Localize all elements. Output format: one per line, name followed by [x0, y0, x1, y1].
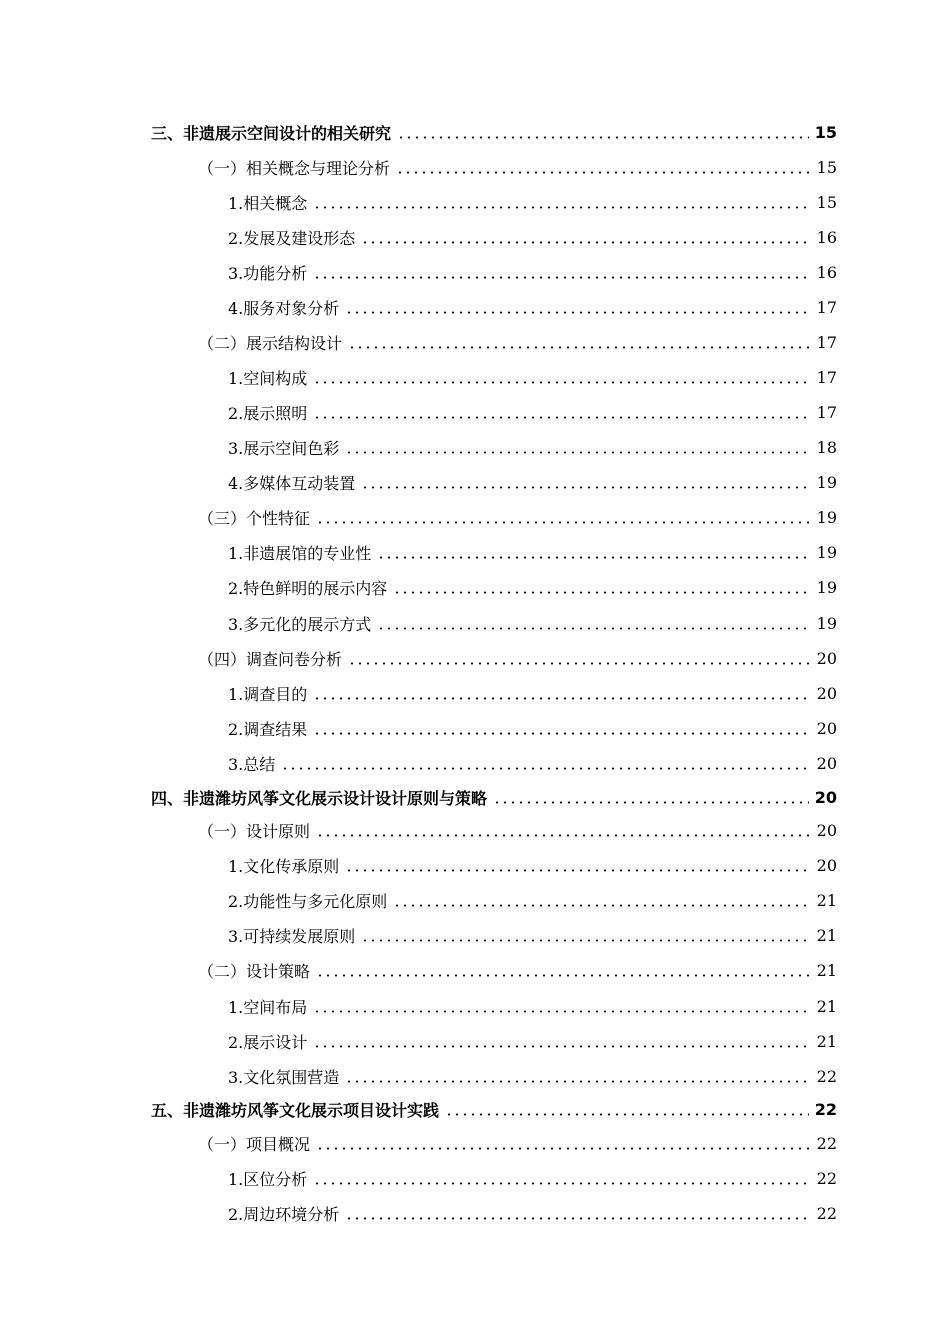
dot-leader — [345, 1080, 809, 1083]
toc-entry-page-number: 15 — [816, 192, 837, 212]
dot-leader — [361, 241, 809, 244]
dot-leader — [361, 486, 809, 489]
toc-entry-title: 1.文化传承原则 — [228, 856, 340, 876]
toc-entry[interactable] — [151, 783, 837, 811]
toc-entry-page-number: 21 — [816, 925, 837, 945]
toc-entry-title: （三）个性特征 — [198, 508, 311, 528]
dot-leader — [361, 939, 809, 942]
toc-entry[interactable] — [228, 538, 837, 566]
toc-entry-page-number: 16 — [816, 262, 837, 282]
toc-entry-title: 1.空间布局 — [228, 997, 308, 1017]
toc-entry-title: 1.相关概念 — [228, 193, 308, 213]
dot-leader — [316, 1147, 809, 1150]
toc-entry-title: 3.多元化的展示方式 — [228, 614, 372, 634]
toc-entry-title: 3.可持续发展原则 — [228, 926, 356, 946]
toc-entry-page-number: 22 — [816, 1133, 837, 1153]
toc-entry-title: （二）设计策略 — [198, 961, 311, 981]
toc-entry-title: 1.非遗展馆的专业性 — [228, 543, 372, 563]
toc-entry-page-number: 18 — [816, 437, 837, 457]
toc-entry[interactable] — [228, 573, 837, 601]
toc-entry-title: 1.空间构成 — [228, 368, 308, 388]
toc-entry[interactable] — [228, 223, 837, 251]
toc-entry-title: 4.多媒体互动装置 — [228, 473, 356, 493]
toc-entry[interactable] — [151, 118, 837, 146]
toc-entry-title: 1.区位分析 — [228, 1169, 308, 1189]
toc-entry[interactable] — [228, 851, 837, 879]
toc-entry-page-number: 22 — [816, 1203, 837, 1223]
dot-leader — [313, 1045, 809, 1048]
toc-entry-page-number: 17 — [816, 367, 837, 387]
toc-entry-page-number: 17 — [816, 297, 837, 317]
toc-entry-page-number: 15 — [814, 122, 837, 142]
toc-entry-page-number: 21 — [816, 996, 837, 1016]
toc-entry-title: 2.展示照明 — [228, 403, 308, 423]
toc-entry[interactable] — [228, 1062, 837, 1090]
toc-entry-page-number: 20 — [816, 648, 837, 668]
toc-entry-title: 2.功能性与多元化原则 — [228, 891, 388, 911]
toc-entry-page-number: 21 — [816, 1031, 837, 1051]
toc-entry[interactable] — [198, 328, 837, 356]
dot-leader — [393, 591, 809, 594]
toc-entry-title: 3.功能分析 — [228, 263, 308, 283]
toc-entry[interactable] — [228, 992, 837, 1020]
dot-leader — [345, 1217, 809, 1220]
toc-entry-page-number: 22 — [816, 1066, 837, 1086]
toc-entry[interactable] — [228, 679, 837, 707]
toc-entry-page-number: 21 — [816, 890, 837, 910]
dot-leader — [345, 451, 809, 454]
toc-entry-title: （四）调查问卷分析 — [198, 649, 343, 669]
dot-leader — [377, 627, 809, 630]
toc-entry-title: 2.发展及建设形态 — [228, 228, 356, 248]
toc-entry-page-number: 19 — [816, 542, 837, 562]
toc-entry-page-number: 22 — [814, 1099, 837, 1119]
dot-leader — [313, 732, 809, 735]
toc-entry-title: 2.调查结果 — [228, 719, 308, 739]
toc-entry[interactable] — [228, 433, 837, 461]
toc-entry-page-number: 20 — [816, 683, 837, 703]
dot-leader — [397, 136, 809, 139]
toc-entry[interactable] — [198, 153, 837, 181]
dot-leader — [313, 206, 809, 209]
toc-entry[interactable] — [228, 293, 837, 321]
toc-entry[interactable] — [198, 1129, 837, 1157]
dot-leader — [313, 697, 809, 700]
toc-entry[interactable] — [228, 188, 837, 216]
toc-entry[interactable] — [228, 1164, 837, 1192]
toc-entry[interactable] — [228, 398, 837, 426]
toc-entry-title: 4.服务对象分析 — [228, 298, 340, 318]
toc-entry-page-number: 16 — [816, 227, 837, 247]
dot-leader — [445, 1113, 809, 1116]
toc-entry-page-number: 17 — [816, 402, 837, 422]
toc-entry[interactable] — [198, 956, 837, 984]
dot-leader — [345, 869, 809, 872]
toc-entry-page-number: 19 — [816, 507, 837, 527]
toc-entry-title: 2.周边环境分析 — [228, 1204, 340, 1224]
dot-leader — [345, 311, 809, 314]
toc-entry-page-number: 19 — [816, 472, 837, 492]
toc-entry-title: 三、非遗展示空间设计的相关研究 — [151, 123, 392, 143]
toc-entry-title: （一）相关概念与理论分析 — [198, 158, 391, 178]
dot-leader — [493, 801, 809, 804]
toc-entry[interactable] — [198, 816, 837, 844]
dot-leader — [316, 974, 809, 977]
dot-leader — [316, 834, 809, 837]
dot-leader — [393, 904, 809, 907]
toc-entry[interactable] — [228, 886, 837, 914]
dot-leader — [313, 1010, 809, 1013]
toc-entry-page-number: 20 — [816, 820, 837, 840]
toc-entry-page-number: 15 — [816, 157, 837, 177]
dot-leader — [348, 662, 809, 665]
toc-entry[interactable] — [228, 921, 837, 949]
toc-entry-page-number: 21 — [816, 960, 837, 980]
toc-entry-page-number: 20 — [816, 753, 837, 773]
toc-entry[interactable] — [228, 1027, 837, 1055]
dot-leader — [313, 276, 809, 279]
toc-entry-title: 四、非遗潍坊风筝文化展示设计设计原则与策略 — [151, 788, 488, 808]
toc-entry-title: 3.展示空间色彩 — [228, 438, 340, 458]
toc-entry[interactable] — [198, 503, 837, 531]
dot-leader — [396, 171, 809, 174]
toc-entry-title: （一）项目概况 — [198, 1134, 311, 1154]
toc-entry[interactable] — [198, 644, 837, 672]
toc-entry-title: 3.总结 — [228, 754, 276, 774]
dot-leader — [313, 381, 809, 384]
toc-entry-title: 2.展示设计 — [228, 1032, 308, 1052]
toc-entry-title: 3.文化氛围营造 — [228, 1067, 340, 1087]
dot-leader — [377, 556, 809, 559]
toc-entry[interactable] — [228, 363, 837, 391]
toc-entry-page-number: 19 — [816, 577, 837, 597]
toc-entry[interactable] — [228, 468, 837, 496]
toc-entry-page-number: 20 — [816, 718, 837, 738]
toc-entry[interactable] — [228, 749, 837, 777]
dot-leader — [313, 416, 809, 419]
toc-entry[interactable] — [228, 1199, 837, 1227]
toc-entry-title: 1.调查目的 — [228, 684, 308, 704]
dot-leader — [348, 346, 809, 349]
toc-entry[interactable] — [151, 1095, 837, 1123]
toc-entry[interactable] — [228, 609, 837, 637]
toc-entry-title: （一）设计原则 — [198, 821, 311, 841]
toc-entry-page-number: 20 — [816, 855, 837, 875]
toc-entry-title: 2.特色鲜明的展示内容 — [228, 578, 388, 598]
dot-leader — [281, 767, 809, 770]
toc-entry[interactable] — [228, 258, 837, 286]
toc-entry-title: 五、非遗潍坊风筝文化展示项目设计实践 — [151, 1100, 440, 1120]
dot-leader — [316, 521, 809, 524]
toc-entry-page-number: 19 — [816, 613, 837, 633]
toc-entry-page-number: 17 — [816, 332, 837, 352]
toc-entry-page-number: 20 — [814, 787, 837, 807]
dot-leader — [313, 1182, 809, 1185]
toc-entry[interactable] — [228, 714, 837, 742]
toc-entry-title: （二）展示结构设计 — [198, 333, 343, 353]
toc-entry-page-number: 22 — [816, 1168, 837, 1188]
